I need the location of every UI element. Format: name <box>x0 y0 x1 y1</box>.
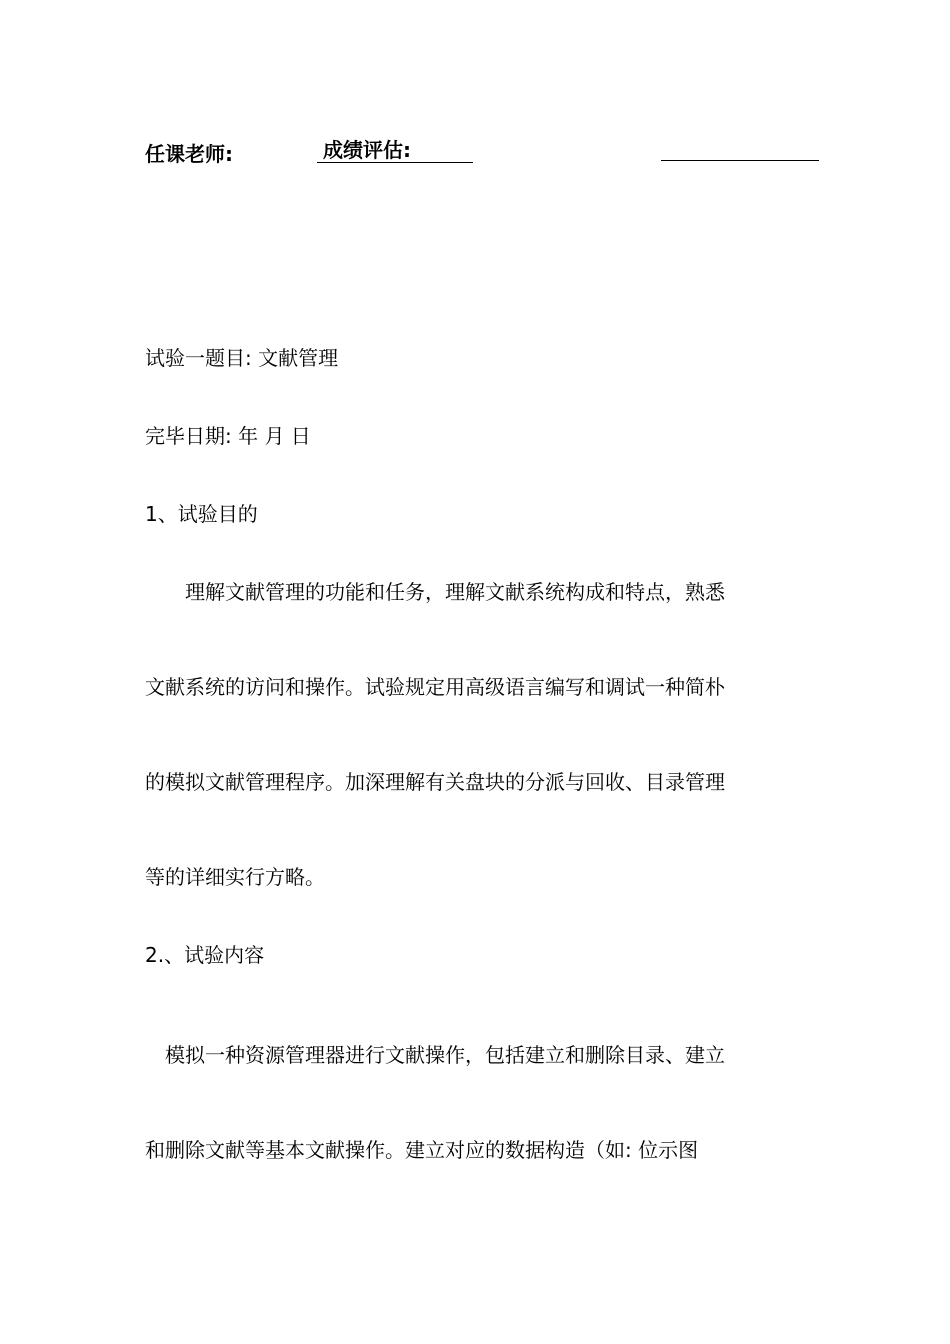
content-paragraph-line: 和删除文献等基本文献操作。建立对应的数据构造（如: 位示图 <box>145 1138 699 1162</box>
section-heading-content: 2.、试验内容 <box>145 943 265 967</box>
section-heading-purpose: 1、试验目的 <box>145 502 258 526</box>
purpose-paragraph-line: 等的详细实行方略。 <box>145 865 325 889</box>
completion-date: 完毕日期: 年 月 日 <box>145 424 311 448</box>
signature-blank-line <box>661 160 819 161</box>
purpose-paragraph-line: 文献系统的访问和操作。试验规定用高级语言编写和调试一种简朴 <box>145 675 725 699</box>
purpose-paragraph-line: 理解文献管理的功能和任务，理解文献系统构成和特点，熟悉 <box>145 580 725 604</box>
grade-label: 成绩评估: <box>317 138 473 163</box>
teacher-label: 任课老师: <box>145 142 233 166</box>
grading-header <box>145 138 825 168</box>
purpose-paragraph-line: 的模拟文献管理程序。加深理解有关盘块的分派与回收、目录管理 <box>145 770 725 794</box>
content-paragraph-line: 模拟一种资源管理器进行文献操作，包括建立和删除目录、建立 <box>145 1043 725 1067</box>
experiment-title: 试验一题目: 文献管理 <box>145 346 339 370</box>
